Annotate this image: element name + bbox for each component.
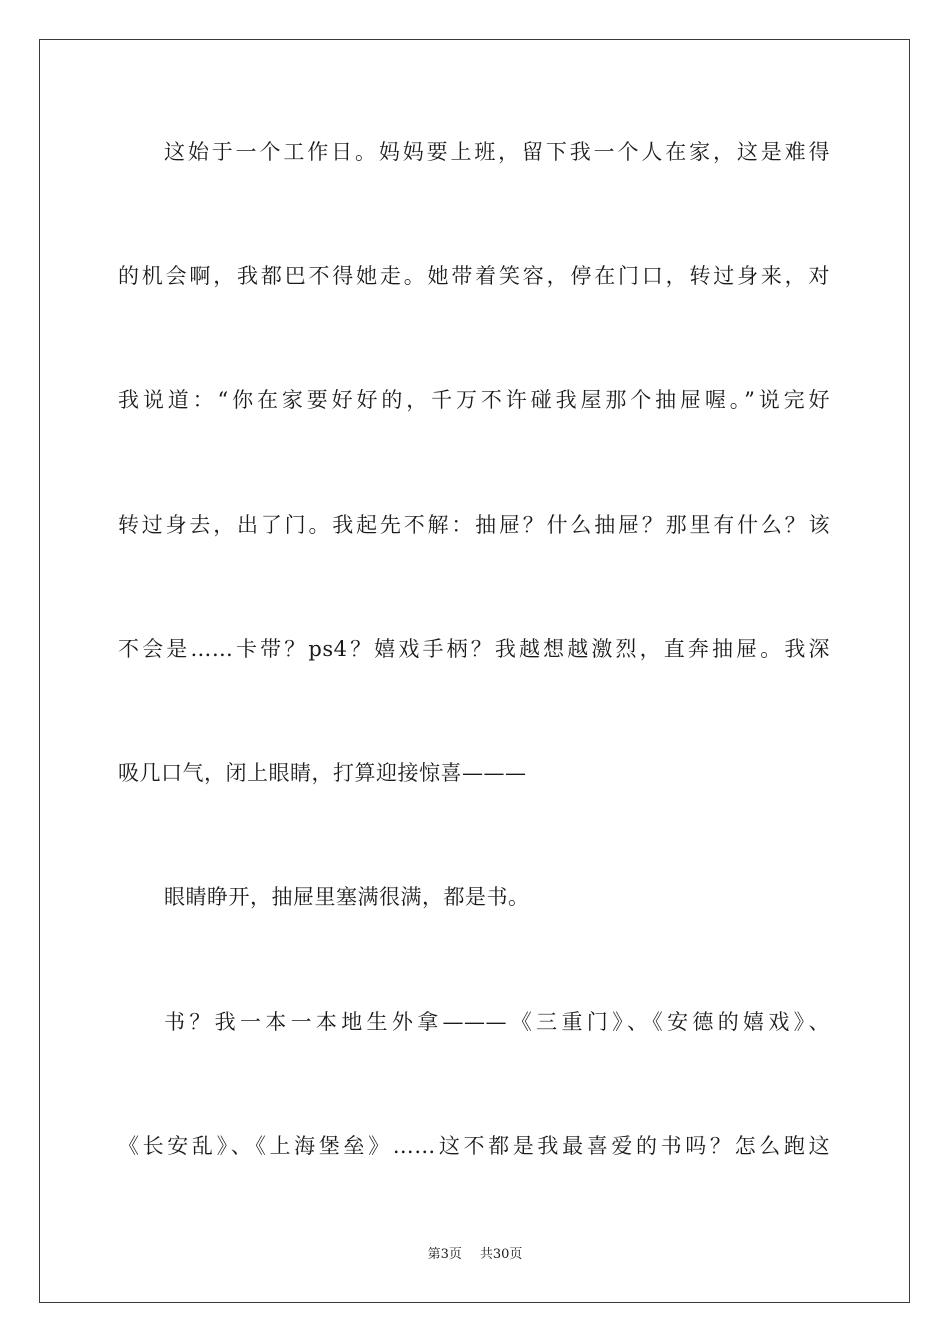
paragraph-line-7: 眼睛睁开，抽屉里塞满很满，都是书。: [164, 885, 530, 909]
paragraph-line-3: 我说道：“你在家要好好的，千万不许碰我屋那个抽屉喔。”说完好: [118, 388, 830, 412]
paragraph-line-4: 转过身去，出了门。我起先不解：抽屉？什么抽屉？那里有什么？该: [118, 513, 830, 537]
page-footer: [0, 1246, 950, 1264]
page-number: 第3页: [427, 1247, 462, 1262]
paragraph-line-1: 这始于一个工作日。妈妈要上班，留下我一个人在家，这是难得: [164, 140, 830, 164]
paragraph-line-5: 不会是……卡带？ps4？嬉戏手柄？我越想越激烈，直奔抽屉。我深: [118, 637, 830, 661]
paragraph-line-6: 吸几口气，闭上眼睛，打算迎接惊喜———: [118, 761, 527, 785]
page-total: 共30页: [479, 1247, 523, 1262]
paragraph-line-2: 的机会啊，我都巴不得她走。她带着笑容，停在门口，转过身来，对: [118, 264, 830, 288]
paragraph-line-9: 《长安乱》、《上海堡垒》……这不都是我最喜爱的书吗？怎么跑这: [118, 1134, 830, 1158]
paragraph-line-8: 书？我一本一本地生外拿———《三重门》、《安德的嬉戏》、: [164, 1010, 830, 1034]
page-border: [39, 39, 910, 1303]
